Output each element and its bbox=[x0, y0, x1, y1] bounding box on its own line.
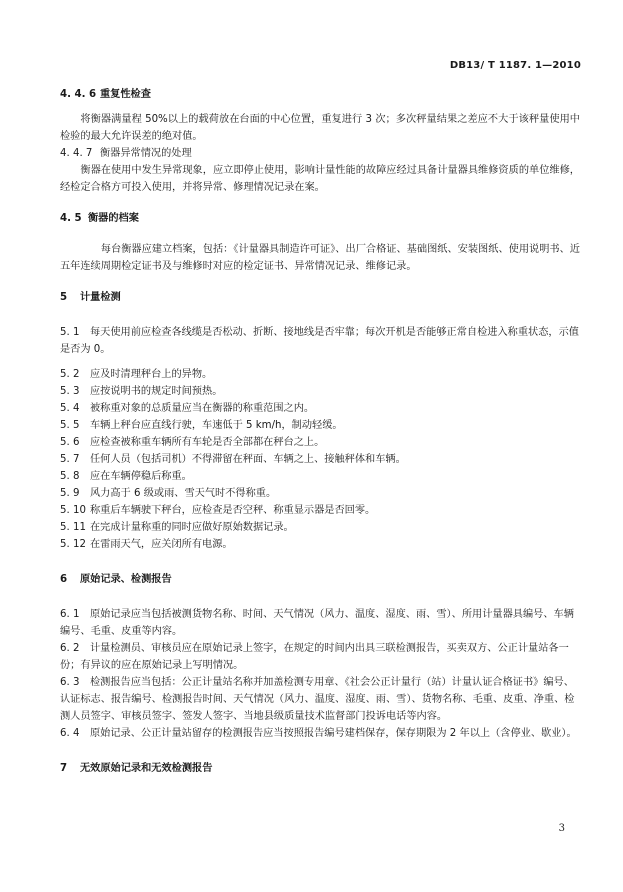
clause-text: 应在车辆停稳后称重。 bbox=[90, 471, 192, 482]
clause-text: 检测报告应当包括：公正计量站名称并加盖检测专用章、《社会公正计量行（站）计量认证合格证书》编号、认证标志、报告编号、检测报告时间、天气情况（风力、温度、湿度、雨、雪）、货物名称、毛重、皮重、净重、检测人员签字、审核员签字、签发人签字、当地县级质量技术监督部门投诉电话等内容。 bbox=[60, 677, 575, 722]
clause-text: 在雷雨天气，应关闭所有电源。 bbox=[90, 539, 233, 550]
standard-code: DB13/ T 1187. 1—2010 bbox=[449, 60, 581, 71]
clause-5-8 bbox=[60, 468, 580, 485]
clause-5-4 bbox=[60, 400, 580, 417]
page-number: 3 bbox=[558, 823, 565, 834]
clause-number: 5. 9 bbox=[60, 488, 80, 499]
clause-text: 原始记录、公正计量站留存的检测报告应当按照报告编号建档保存，保存期限为 2 年以上（含停业、歇业）。 bbox=[90, 728, 577, 739]
clause-number: 5. 10 bbox=[60, 505, 86, 516]
paragraph-4-5: 每台衡器应建立档案，包括：《计量器具制造许可证》、出厂合格证、基础图纸、安装图纸、使用说明书、近五年连续周期检定证书及与维修时对应的检定证书、异常情况记录、维修记录。 bbox=[60, 244, 580, 272]
heading-number: 4. 4. 7 bbox=[60, 148, 93, 159]
clause-text: 原始记录应当包括被测货物名称、时间、天气情况（风力、温度、湿度、雨、雪）、所用计量器具编号、车辆编号、毛重、皮重等内容。 bbox=[60, 609, 574, 637]
clause-text: 任何人员（包括司机）不得滞留在秤面、车辆之上、接触秤体和车辆。 bbox=[90, 454, 406, 465]
clause-text: 计量检测员、审核员应在原始记录上签字，在规定的时间内出具三联检测报告，买卖双方、公正计量站各一份；有异议的应在原始记录上写明情况。 bbox=[60, 643, 569, 671]
clause-number: 5. 5 bbox=[60, 420, 80, 431]
clause-number: 5. 6 bbox=[60, 437, 80, 448]
clause-6-3 bbox=[60, 674, 580, 725]
clause-5-6 bbox=[60, 434, 580, 451]
clause-5-5 bbox=[60, 417, 580, 434]
clause-text: 被称重对象的总质量应当在衡器的称重范围之内。 bbox=[90, 403, 315, 414]
heading-title: 计量检测 bbox=[80, 292, 121, 303]
heading-title: 无效原始记录和无效检测报告 bbox=[80, 763, 213, 774]
clause-5-3 bbox=[60, 383, 580, 400]
clause-text: 在完成计量称重的同时应做好原始数据记录。 bbox=[90, 522, 294, 533]
clause-5-9 bbox=[60, 485, 580, 502]
clause-5-2 bbox=[60, 366, 580, 383]
clause-number: 6. 4 bbox=[60, 728, 80, 739]
clause-text: 风力高于 6 级或雨、雪天气时不得称重。 bbox=[90, 488, 277, 499]
heading-4-5 bbox=[60, 210, 580, 227]
clause-number: 5. 7 bbox=[60, 454, 80, 465]
clause-number: 5. 2 bbox=[60, 369, 80, 380]
heading-4-4-6 bbox=[60, 86, 580, 103]
document-body bbox=[60, 86, 580, 777]
paragraph-4-4-6: 将衡器满量程 50%以上的载荷放在台面的中心位置，重复进行 3 次；多次秤量结果之差应不大于该秤量使用中检验的最大允许误差的绝对值。 bbox=[60, 114, 580, 142]
clause-number: 5. 1 bbox=[60, 327, 80, 338]
clause-6-2 bbox=[60, 640, 580, 674]
heading-title: 衡器异常情况的处理 bbox=[100, 148, 192, 159]
heading-title: 衡器的档案 bbox=[88, 213, 139, 224]
heading-6 bbox=[60, 571, 580, 588]
clause-number: 6. 2 bbox=[60, 643, 80, 654]
clause-6-4 bbox=[60, 725, 580, 742]
clause-number: 5. 3 bbox=[60, 386, 80, 397]
clause-text: 每天使用前应检查各线缆是否松动、折断、接地线是否牢靠；每次开机是否能够正常自检进入称重状态，示值是否为 0。 bbox=[60, 327, 579, 355]
clause-number: 5. 4 bbox=[60, 403, 80, 414]
heading-4-4-7 bbox=[60, 145, 580, 162]
clause-5-12 bbox=[60, 536, 580, 553]
heading-7 bbox=[60, 760, 580, 777]
heading-5 bbox=[60, 289, 580, 306]
clause-text: 应及时清理秤台上的异物。 bbox=[90, 369, 213, 380]
heading-number: 7 bbox=[60, 763, 68, 774]
heading-title: 原始记录、检测报告 bbox=[80, 574, 172, 585]
paragraph-4-4-7: 衡器在使用中发生异常现象，应立即停止使用，影响计量性能的故障应经过具备计量器具维修资质的单位维修，经检定合格方可投入使用，并将异常、修理情况记录在案。 bbox=[60, 165, 580, 193]
clause-number: 6. 1 bbox=[60, 609, 80, 620]
heading-title: 重复性检查 bbox=[100, 89, 151, 100]
clause-5-10 bbox=[60, 502, 580, 519]
clause-number: 6. 3 bbox=[60, 677, 80, 688]
clause-number: 5. 8 bbox=[60, 471, 80, 482]
clause-text: 称重后车辆驶下秤台，应检查是否空秤、称重显示器是否回零。 bbox=[90, 505, 376, 516]
clause-number: 5. 12 bbox=[60, 539, 86, 550]
heading-number: 4. 4. 6 bbox=[60, 89, 97, 100]
heading-number: 4. 5 bbox=[60, 213, 82, 224]
heading-number: 6 bbox=[60, 574, 68, 585]
clause-text: 应按说明书的规定时间预热。 bbox=[90, 386, 223, 397]
heading-number: 5 bbox=[60, 292, 68, 303]
clause-5-11 bbox=[60, 519, 580, 536]
clause-5-7 bbox=[60, 451, 580, 468]
clause-5-1 bbox=[60, 324, 580, 358]
clause-6-1 bbox=[60, 606, 580, 640]
clause-number: 5. 11 bbox=[60, 522, 86, 533]
clause-text: 应检查被称重车辆所有车轮是否全部都在秤台之上。 bbox=[90, 437, 325, 448]
clause-text: 车辆上秤台应直线行驶，车速低于 5 km/h，制动轻缓。 bbox=[90, 420, 343, 431]
